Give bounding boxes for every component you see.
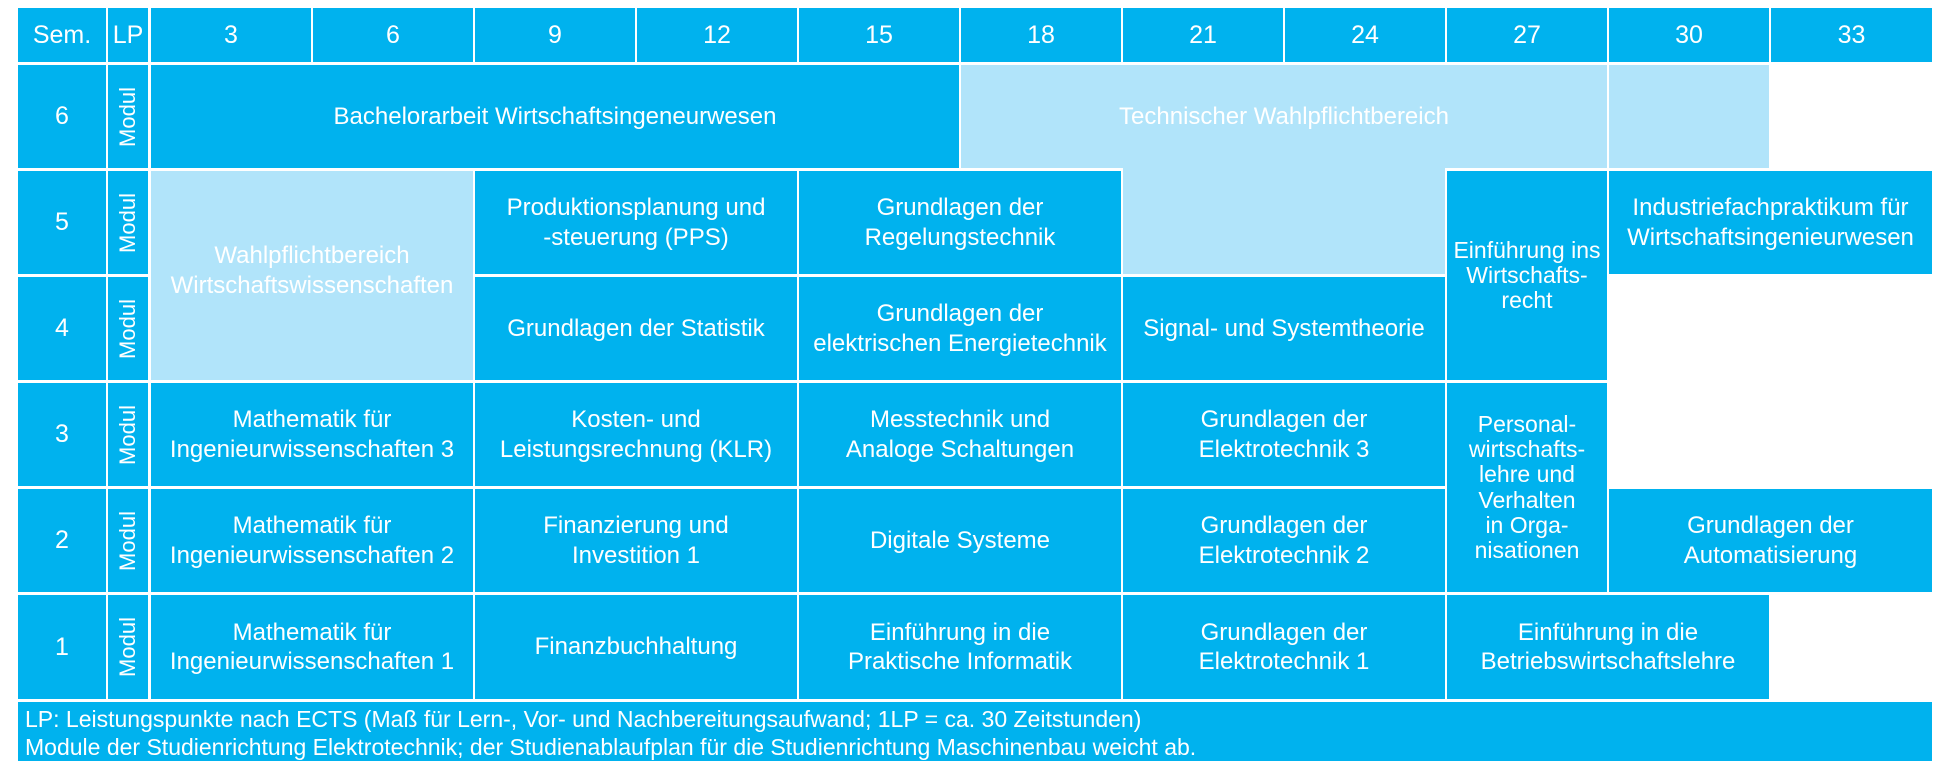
module-systemtheorie: Signal- und Systemtheorie — [1123, 277, 1445, 380]
semester-3: 3 — [18, 383, 106, 486]
modul-label: Modul — [108, 595, 148, 699]
semester-2: 2 — [18, 489, 106, 592]
module-finanzbuchhaltung: Finanzbuchhaltung — [475, 595, 797, 699]
module-mathematik-1: Mathematik für Ingenieurwissenschaften 1 — [151, 595, 473, 699]
module-personalwirtschaftslehre: Personal- wirtschafts- lehre und Verhalten in Orga- nisationen — [1447, 383, 1607, 592]
module-statistik: Grundlagen der Statistik — [475, 277, 797, 380]
module-energietechnik: Grundlagen der elektrischen Energietechnik — [799, 277, 1121, 380]
module-elektrotechnik-1: Grundlagen der Elektrotechnik 1 — [1123, 595, 1445, 699]
module-elektrotechnik-3: Grundlagen der Elektrotechnik 3 — [1123, 383, 1445, 486]
module-automatisierung: Grundlagen der Automatisierung — [1609, 489, 1932, 592]
header-lp-21: 21 — [1123, 8, 1283, 62]
footnote-lp: LP: Leistungspunkte nach ECTS (Maß für Lern-, Vor- und Nachbereitungsaufwand; 1LP = ca. 30 Zeitstunden) — [25, 706, 1142, 732]
module-mathematik-2: Mathematik für Ingenieurwissenschaften 2 — [151, 489, 473, 592]
module-wirtschaftsrecht: Einführung ins Wirtschafts- recht — [1447, 171, 1607, 380]
module-pps: Produktionsplanung und -steuerung (PPS) — [475, 171, 797, 274]
footnote-studienrichtung: Module der Studienrichtung Elektrotechnik; der Studienablaufplan für die Studienrichtung Maschinenbau weicht ab. — [25, 734, 1197, 760]
module-betriebswirtschaftslehre: Einführung in die Betriebswirtschaftslehre — [1447, 595, 1769, 699]
header-lp-24: 24 — [1285, 8, 1445, 62]
semester-4: 4 — [18, 277, 106, 380]
modul-label: Modul — [108, 65, 148, 168]
technischer-wahlpflichtbereich-extension — [1123, 168, 1445, 274]
module-industriefachpraktikum: Industriefachpraktikum für Wirtschaftsingenieurwesen — [1609, 171, 1932, 274]
modul-label: Modul — [108, 489, 148, 592]
header-lp-33: 33 — [1771, 8, 1932, 62]
module-mathematik-3: Mathematik für Ingenieurwissenschaften 3 — [151, 383, 473, 486]
module-digitale-systeme: Digitale Systeme — [799, 489, 1121, 592]
header-lp-15: 15 — [799, 8, 959, 62]
header-lp-30: 30 — [1609, 8, 1769, 62]
footer-notes — [18, 702, 1932, 761]
module-elektrotechnik-2: Grundlagen der Elektrotechnik 2 — [1123, 489, 1445, 592]
modul-label: Modul — [108, 383, 148, 486]
header-lp-3: 3 — [151, 8, 311, 62]
semester-5: 5 — [18, 171, 106, 274]
module-praktische-informatik: Einführung in die Praktische Informatik — [799, 595, 1121, 699]
modul-label: Modul — [108, 277, 148, 380]
module-wahlpflichtbereich-wirtschaftswissenschaften: Wahlpflichtbereich Wirtschaftswissenschaften — [151, 171, 473, 380]
module-bachelorarbeit: Bachelorarbeit Wirtschaftsingeneurwesen — [151, 65, 959, 168]
module-finanzierung: Finanzierung und Investition 1 — [475, 489, 797, 592]
module-regelungstechnik: Grundlagen der Regelungstechnik — [799, 171, 1121, 274]
header-sem-label: Sem. — [18, 8, 106, 62]
semester-1: 1 — [18, 595, 106, 699]
header-lp-label: LP — [108, 8, 148, 62]
module-messtechnik: Messtechnik und Analoge Schaltungen — [799, 383, 1121, 486]
industriefachpraktikum-extension — [1609, 65, 1769, 168]
header-lp-27: 27 — [1447, 8, 1607, 62]
header-lp-9: 9 — [475, 8, 635, 62]
semester-6: 6 — [18, 65, 106, 168]
header-lp-6: 6 — [313, 8, 473, 62]
module-technischer-wahlpflichtbereich: Technischer Wahlpflichtbereich — [961, 65, 1607, 168]
header-lp-18: 18 — [961, 8, 1121, 62]
modul-label: Modul — [108, 171, 148, 274]
module-klr: Kosten- und Leistungsrechnung (KLR) — [475, 383, 797, 486]
header-lp-12: 12 — [637, 8, 797, 62]
